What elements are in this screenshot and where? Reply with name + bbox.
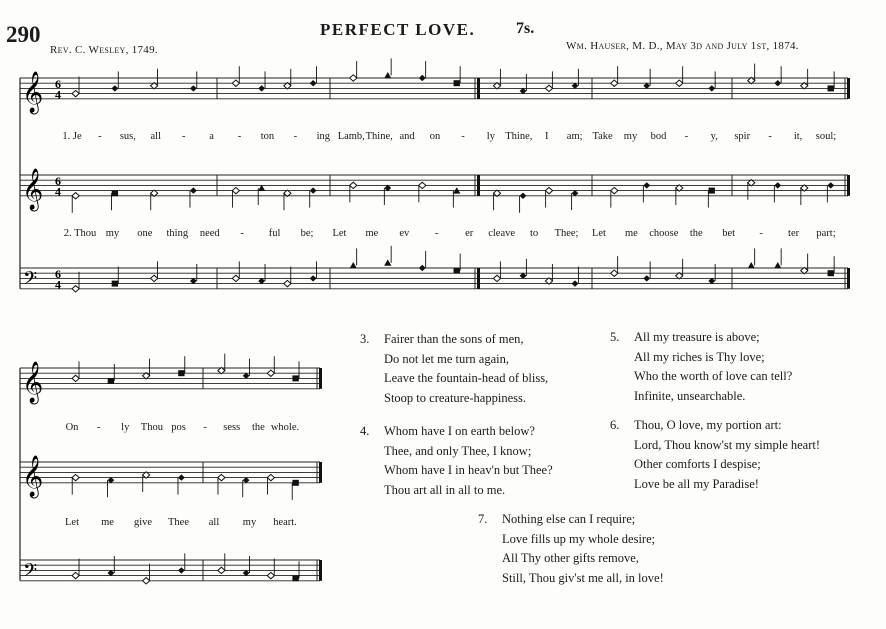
- lyric-syllable: be;: [300, 228, 314, 239]
- note: [190, 187, 197, 207]
- note: [284, 69, 291, 89]
- lyric-syllable: On: [65, 422, 79, 433]
- note-head: [828, 85, 834, 91]
- note-head: [232, 80, 239, 86]
- lyric-syllable: -: [768, 131, 772, 142]
- note-head: [676, 80, 683, 86]
- stanza-line: Lord, Thou know'st my simple heart!: [634, 437, 821, 452]
- lyric-syllable: Thee;: [554, 228, 579, 239]
- note: [72, 559, 79, 579]
- note: [284, 267, 291, 287]
- lyric-syllable: -: [759, 228, 763, 239]
- note-head: [72, 572, 79, 578]
- stanza-number: 3.: [360, 332, 370, 346]
- lyric-syllable: -: [181, 131, 186, 142]
- lyric-syllable: 2. Thou: [63, 228, 97, 239]
- lyric-syllable: Thou: [140, 422, 163, 433]
- note: [643, 261, 650, 281]
- note: [801, 69, 808, 89]
- stanza-line: Stoop to creature-happiness.: [384, 390, 526, 405]
- note: [545, 71, 552, 91]
- lyric-syllable: heart.: [273, 517, 297, 528]
- note: [108, 364, 115, 384]
- lyric-syllable: Let: [591, 228, 606, 239]
- hymn-title: PERFECT LOVE.: [320, 20, 476, 39]
- lyric-syllable: all: [150, 131, 162, 142]
- lyric-syllable: ev: [399, 228, 410, 239]
- note-head: [748, 262, 755, 268]
- note: [643, 69, 650, 89]
- lyric-syllable: y,: [710, 131, 718, 142]
- lyric-syllable: Take: [592, 131, 613, 142]
- alto-staff-1: [20, 175, 848, 199]
- note: [828, 71, 835, 91]
- note: [774, 182, 781, 202]
- lyric-syllable: whole.: [270, 422, 300, 433]
- note: [72, 272, 79, 292]
- note: [419, 182, 426, 202]
- barline-thick: [319, 560, 322, 581]
- stanza-number: 7.: [478, 512, 488, 526]
- note: [493, 190, 500, 210]
- stanza-3: [360, 330, 548, 408]
- note-head: [111, 85, 118, 91]
- time-signature-lower: 4: [55, 87, 61, 102]
- stanza-line: All my treasure is above;: [634, 330, 760, 344]
- lyric-syllable: ly: [486, 131, 495, 142]
- note-head: [190, 187, 197, 193]
- note-head: [572, 280, 579, 286]
- note: [143, 564, 150, 584]
- lyric-syllable: -: [293, 131, 298, 142]
- barline-thick: [319, 368, 322, 389]
- note: [493, 261, 500, 281]
- note: [218, 553, 225, 573]
- note: [143, 359, 150, 379]
- note: [350, 61, 357, 81]
- note-head: [643, 275, 650, 281]
- note-head: [72, 90, 79, 96]
- note: [454, 254, 461, 274]
- note: [243, 359, 250, 379]
- note: [112, 267, 119, 287]
- lyric-syllable: me: [101, 517, 114, 528]
- note: [310, 261, 317, 281]
- note-head: [151, 275, 158, 281]
- note: [748, 64, 755, 84]
- page-number: 290: [6, 22, 41, 47]
- note: [232, 66, 239, 86]
- time-signature-lower: 4: [55, 184, 61, 199]
- lyric-syllable: sess: [223, 422, 241, 433]
- treble-staff-1: [20, 78, 848, 102]
- note: [454, 66, 461, 86]
- note: [708, 188, 715, 208]
- note: [258, 185, 265, 205]
- note: [520, 74, 527, 94]
- lyric-syllable: -: [237, 131, 242, 142]
- stanza-number: 5.: [610, 330, 620, 344]
- bass-staff-2: [20, 560, 320, 581]
- note-head: [611, 187, 618, 193]
- note: [243, 477, 250, 497]
- note-head: [827, 182, 834, 188]
- note: [267, 474, 274, 494]
- note-head: [419, 75, 426, 81]
- stanza-line: Love fills up my whole desire;: [502, 531, 656, 546]
- stanza-line: Nothing else can I require;: [502, 512, 636, 526]
- stanza-7: [478, 510, 664, 588]
- note-head: [178, 567, 185, 573]
- author-credit: Rev. C. Wesley, 1749.: [50, 44, 158, 56]
- note-head: [611, 270, 618, 276]
- note: [178, 474, 185, 494]
- note: [292, 480, 299, 500]
- note-head: [545, 187, 552, 193]
- stanza-number: 4.: [360, 424, 370, 438]
- note: [801, 254, 808, 274]
- note-head: [493, 275, 500, 281]
- note-head: [232, 187, 239, 193]
- lyric-syllable: -: [684, 131, 689, 142]
- note: [218, 354, 225, 374]
- note-head: [190, 85, 197, 91]
- note-head: [310, 80, 317, 86]
- barline-thick: [477, 175, 480, 196]
- note: [676, 66, 683, 86]
- barline-thick: [477, 268, 480, 289]
- note-head: [258, 85, 265, 91]
- lyric-syllable: on: [429, 131, 441, 142]
- lyric-syllable: me: [365, 228, 379, 239]
- note-head: [108, 378, 114, 384]
- barline-thick: [477, 78, 480, 99]
- note: [232, 261, 239, 281]
- lyric-syllable: -: [96, 422, 101, 433]
- note: [708, 264, 715, 284]
- note-head: [310, 275, 317, 281]
- treble-clef-icon: 𝄞: [22, 168, 44, 210]
- barline-thick: [847, 268, 850, 289]
- note: [243, 556, 250, 576]
- stanza-line: All Thy other gifts remove,: [502, 551, 639, 565]
- note: [267, 356, 274, 376]
- lyric-syllable: Lamb,: [337, 131, 365, 142]
- note: [151, 261, 158, 281]
- note: [384, 185, 391, 205]
- note: [572, 267, 579, 287]
- note-head: [350, 262, 357, 268]
- stanza-line: Fairer than the sons of men,: [384, 332, 524, 346]
- note: [643, 182, 650, 202]
- note: [801, 185, 808, 205]
- treble-clef-icon: 𝄞: [22, 71, 44, 113]
- lyric-syllable: bod: [650, 131, 667, 142]
- note-head: [232, 275, 239, 281]
- note: [350, 182, 357, 202]
- note-head: [292, 575, 298, 581]
- note-head: [178, 370, 184, 376]
- note-head: [708, 85, 715, 91]
- stanza-line: All my riches is Thy love;: [634, 349, 765, 364]
- stanza-line: Still, Thou giv'st me all, in love!: [502, 570, 664, 585]
- note-head: [72, 193, 79, 199]
- note: [384, 246, 391, 266]
- lyric-syllable: pos: [171, 422, 186, 433]
- note-head: [218, 474, 225, 480]
- note-head: [267, 572, 274, 578]
- bass-clef-icon: 𝄢: [23, 560, 38, 586]
- stanza-line: Other comforts I despise;: [634, 457, 761, 471]
- note-head: [419, 182, 426, 188]
- lyric-syllable: Let: [65, 517, 79, 528]
- note-head: [384, 72, 391, 78]
- note: [676, 185, 683, 205]
- note-head: [384, 259, 391, 265]
- note-head: [774, 262, 781, 268]
- note: [284, 190, 291, 210]
- lyric-syllable: part;: [816, 228, 836, 239]
- lyric-syllable: my: [242, 517, 257, 528]
- stanza-line: Thee, and only Thee, I know;: [384, 443, 532, 458]
- lyric-syllable: soul;: [815, 131, 837, 142]
- note: [748, 180, 755, 200]
- note: [107, 556, 114, 576]
- note: [143, 472, 150, 492]
- note-head: [218, 567, 225, 573]
- treble-staff-2: [20, 368, 320, 389]
- note-head: [350, 75, 357, 81]
- note: [292, 561, 299, 581]
- note: [72, 474, 79, 494]
- note: [190, 264, 197, 284]
- note: [611, 66, 618, 86]
- lyric-syllable: I: [544, 131, 549, 142]
- note: [267, 559, 274, 579]
- note: [827, 182, 834, 202]
- note-head: [292, 480, 298, 486]
- note: [178, 553, 185, 573]
- note: [774, 66, 781, 86]
- stanza-line: Leave the fountain-head of bliss,: [384, 371, 549, 385]
- note-head: [545, 85, 552, 91]
- treble-clef-icon: 𝄞: [22, 455, 44, 497]
- lyric-syllable: er: [465, 228, 474, 239]
- lyric-syllable: Thine,: [365, 131, 393, 142]
- lyric-syllable: ing: [316, 131, 331, 142]
- barline-thick: [847, 78, 850, 99]
- note-head: [828, 270, 834, 276]
- lyric-syllable: bet: [722, 228, 736, 239]
- stanza-line: Infinite, unsearchable.: [634, 388, 746, 403]
- note: [190, 71, 197, 91]
- note: [572, 69, 579, 89]
- lyric-syllable: -: [240, 228, 244, 239]
- time-signature-upper: 6: [55, 173, 61, 188]
- lyric-syllable: am;: [566, 131, 583, 142]
- stanza-line: Thou, O love, my portion art:: [634, 418, 782, 432]
- note: [611, 187, 618, 207]
- note: [748, 248, 755, 268]
- lyric-syllable: cleave: [488, 228, 516, 239]
- note: [72, 193, 79, 213]
- note-head: [520, 193, 527, 199]
- note: [218, 474, 225, 494]
- lyric-syllable: choose: [649, 228, 679, 239]
- lyric-syllable: and: [399, 131, 415, 142]
- note-head: [611, 80, 618, 86]
- note: [72, 77, 79, 97]
- note-head: [267, 474, 274, 480]
- lyric-syllable: it,: [793, 131, 803, 142]
- stanza-line: Love be all my Paradise!: [634, 476, 759, 491]
- note-head: [178, 474, 185, 480]
- lyric-syllable: need: [199, 228, 220, 239]
- note-head: [112, 281, 118, 287]
- note: [232, 187, 239, 207]
- note: [72, 361, 79, 381]
- note: [774, 248, 781, 268]
- note: [545, 264, 552, 284]
- note: [310, 187, 317, 207]
- note-head: [310, 187, 317, 193]
- note: [310, 66, 317, 86]
- note-head: [774, 80, 781, 86]
- lyric-syllable: a: [209, 131, 214, 142]
- lyric-syllable: sus,: [119, 131, 136, 142]
- bass-staff-1: [20, 268, 848, 292]
- stanza-line: Who the worth of love can tell?: [634, 369, 793, 383]
- note: [676, 259, 683, 279]
- stanza-number: 6.: [610, 418, 620, 432]
- lyric-syllable: the: [251, 422, 265, 433]
- time-signature-upper: 6: [55, 76, 61, 91]
- note: [151, 69, 158, 89]
- note-head: [454, 80, 460, 86]
- note: [572, 190, 579, 210]
- lyric-syllable: Thee: [168, 517, 189, 528]
- lyric-syllable: my: [105, 228, 120, 239]
- treble-clef-icon: 𝄞: [22, 361, 44, 403]
- note: [708, 71, 715, 91]
- note: [111, 71, 118, 91]
- note: [178, 356, 185, 376]
- note: [384, 58, 391, 78]
- stanza-4: [360, 422, 553, 500]
- note-head: [292, 375, 298, 381]
- note-head: [419, 265, 426, 271]
- note: [493, 69, 500, 89]
- note-head: [284, 280, 291, 286]
- note-head: [454, 268, 460, 274]
- note-head: [72, 375, 79, 381]
- time-signature-lower: 4: [55, 277, 61, 292]
- note: [151, 190, 158, 210]
- lyric-syllable: ter: [788, 228, 800, 239]
- note: [350, 248, 357, 268]
- note-head: [350, 182, 357, 188]
- note: [258, 71, 265, 91]
- lyric-syllable: -: [461, 131, 465, 142]
- note: [520, 259, 527, 279]
- note-head: [709, 188, 715, 194]
- note-head: [774, 182, 781, 188]
- time-signature-upper: 6: [55, 266, 61, 281]
- lyric-syllable: thing: [166, 228, 189, 239]
- note-head: [267, 370, 274, 376]
- note: [258, 264, 265, 284]
- lyric-syllable: me: [624, 228, 638, 239]
- stanza-line: Whom have I on earth below?: [384, 424, 535, 438]
- lyric-syllable: my: [623, 131, 638, 142]
- note: [545, 187, 552, 207]
- lyric-syllable: 1. Je: [62, 131, 82, 142]
- note-head: [72, 474, 79, 480]
- lyric-syllable: ton: [260, 131, 275, 142]
- lyric-syllable: Let: [332, 228, 347, 239]
- lyric-syllable: give: [133, 517, 153, 528]
- note: [107, 477, 114, 497]
- note-head: [112, 190, 118, 196]
- barline-thick: [319, 462, 322, 483]
- note-head: [643, 182, 650, 188]
- note-head: [143, 578, 150, 584]
- lyric-syllable: -: [435, 228, 439, 239]
- lyric-syllable: ly: [121, 422, 130, 433]
- note-head: [72, 286, 79, 292]
- stanza-line: Thou art all in all to me.: [384, 482, 506, 497]
- note: [828, 256, 835, 276]
- lyric-syllable: spir: [734, 131, 751, 142]
- stanza-line: Whom have I in heav'n but Thee?: [384, 463, 553, 477]
- lyric-syllable: Thine,: [505, 131, 533, 142]
- stanza-line: Do not let me turn again,: [384, 351, 509, 366]
- hymn-meter: 7s.: [516, 20, 535, 37]
- lyric-syllable: one: [137, 228, 153, 239]
- lyric-syllable: all: [208, 517, 220, 528]
- note: [611, 256, 618, 276]
- lyric-syllable: ful: [268, 228, 281, 239]
- composer-credit: Wm. Hauser, M. D., May 3d and July 1st, 1874.: [566, 40, 799, 52]
- lyric-syllable: the: [689, 228, 703, 239]
- stanza-5: [610, 328, 792, 406]
- note: [419, 61, 426, 81]
- lyric-syllable: to: [529, 228, 539, 239]
- note: [419, 251, 426, 271]
- lyric-syllable: -: [203, 422, 207, 433]
- lyric-syllable: -: [98, 131, 102, 142]
- barline-thick: [847, 175, 850, 196]
- bass-clef-icon: 𝄢: [23, 268, 38, 294]
- alto-staff-2: [20, 462, 320, 483]
- note: [520, 193, 527, 213]
- note: [292, 361, 299, 381]
- note: [111, 190, 118, 210]
- stanza-6: [610, 416, 820, 494]
